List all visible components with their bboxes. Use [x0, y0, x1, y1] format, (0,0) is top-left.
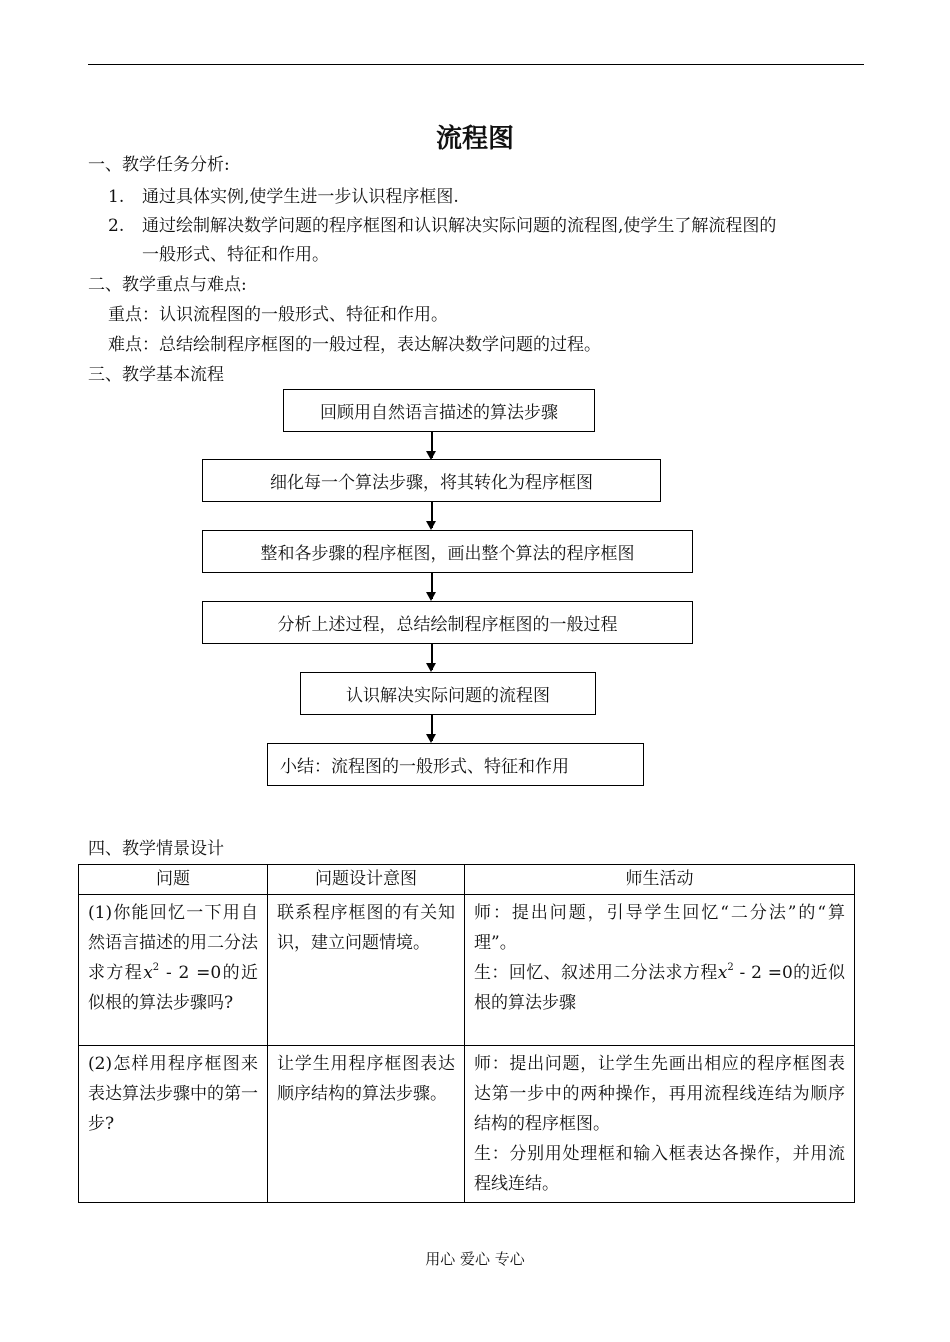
flow-box-6: 小结：流程图的一般形式、特征和作用 — [267, 743, 644, 786]
flow-box-5: 认识解决实际问题的流程图 — [300, 672, 596, 715]
page-title: 流程图 — [435, 124, 514, 154]
row1-activity — [465, 895, 855, 1046]
row1-question: (1)你能回忆一下用自然语言描述的用二分法求方程$x^2 - 2 =0$的近似根的算法步骤吗? — [79, 895, 268, 1046]
item-2-text-line2: 一般形式、特征和作用。 — [142, 245, 329, 265]
flow-box-4: 分析上述过程，总结绘制程序框图的一般过程 — [202, 601, 693, 644]
flow-box-2: 细化每一个算法步骤，将其转化为程序框图 — [202, 459, 661, 502]
key-point: 重点：认识流程图的一般形式、特征和作用。 — [108, 305, 448, 325]
section-4-heading: 四、教学情景设计 — [88, 839, 224, 859]
item-1-number: 1. — [108, 187, 125, 207]
header-intent: 问题设计意图 — [268, 865, 465, 895]
item-2-text-line1: 通过绘制解决数学问题的程序框图和认识解决实际问题的流程图,使学生了解流程图的 — [142, 216, 777, 236]
page-footer: 用心 爱心 专心 — [425, 1250, 525, 1268]
item-2-number: 2. — [108, 216, 125, 236]
header-activity: 师生活动 — [465, 865, 855, 895]
row2-question: (2)怎样用程序框图来表达算法步骤中的第一步? — [79, 1046, 268, 1203]
flow-arrow-4 — [431, 644, 433, 670]
difficult-point: 难点：总结绘制程序框图的一般过程，表达解决数学问题的过程。 — [108, 335, 601, 355]
header-rule — [88, 64, 864, 65]
row1-student-activity: 生：回忆、叙述用二分法求方程$x^2 - 2 =0$的近似根的算法步骤 — [474, 962, 845, 1013]
row1-teacher-activity: 师：提出问题，引导学生回忆“二分法”的“算理”。 — [474, 903, 845, 953]
row2-student-activity: 生：分别用处理框和输入框表达各操作，并用流程线连结。 — [474, 1144, 845, 1194]
item-1-text: 通过具体实例,使学生进一步认识程序框图. — [142, 187, 459, 207]
teaching-design-table — [78, 864, 855, 1203]
flow-box-1: 回顾用自然语言描述的算法步骤 — [283, 389, 595, 432]
section-3-heading: 三、教学基本流程 — [88, 365, 224, 385]
row2-activity — [465, 1046, 855, 1203]
header-question: 问题 — [79, 865, 268, 895]
table-row — [79, 895, 855, 1046]
flow-arrow-1 — [431, 432, 433, 458]
table-header-row — [79, 865, 855, 895]
flow-arrow-2 — [431, 502, 433, 528]
flow-arrow-3 — [431, 573, 433, 599]
row1-intent: 联系程序框图的有关知识，建立问题情境。 — [268, 895, 465, 1046]
flow-box-3: 整和各步骤的程序框图，画出整个算法的程序框图 — [202, 530, 693, 573]
row2-intent: 让学生用程序框图表达顺序结构的算法步骤。 — [268, 1046, 465, 1203]
row2-teacher-activity: 师：提出问题，让学生先画出相应的程序框图表达第一步中的两种操作，再用流程线连结为顺序结构的程序框图。 — [474, 1054, 845, 1134]
section-2-heading: 二、教学重点与难点: — [88, 275, 247, 295]
table-row — [79, 1046, 855, 1203]
flow-arrow-5 — [431, 715, 433, 741]
section-1-heading: 一、教学任务分析: — [88, 155, 230, 175]
